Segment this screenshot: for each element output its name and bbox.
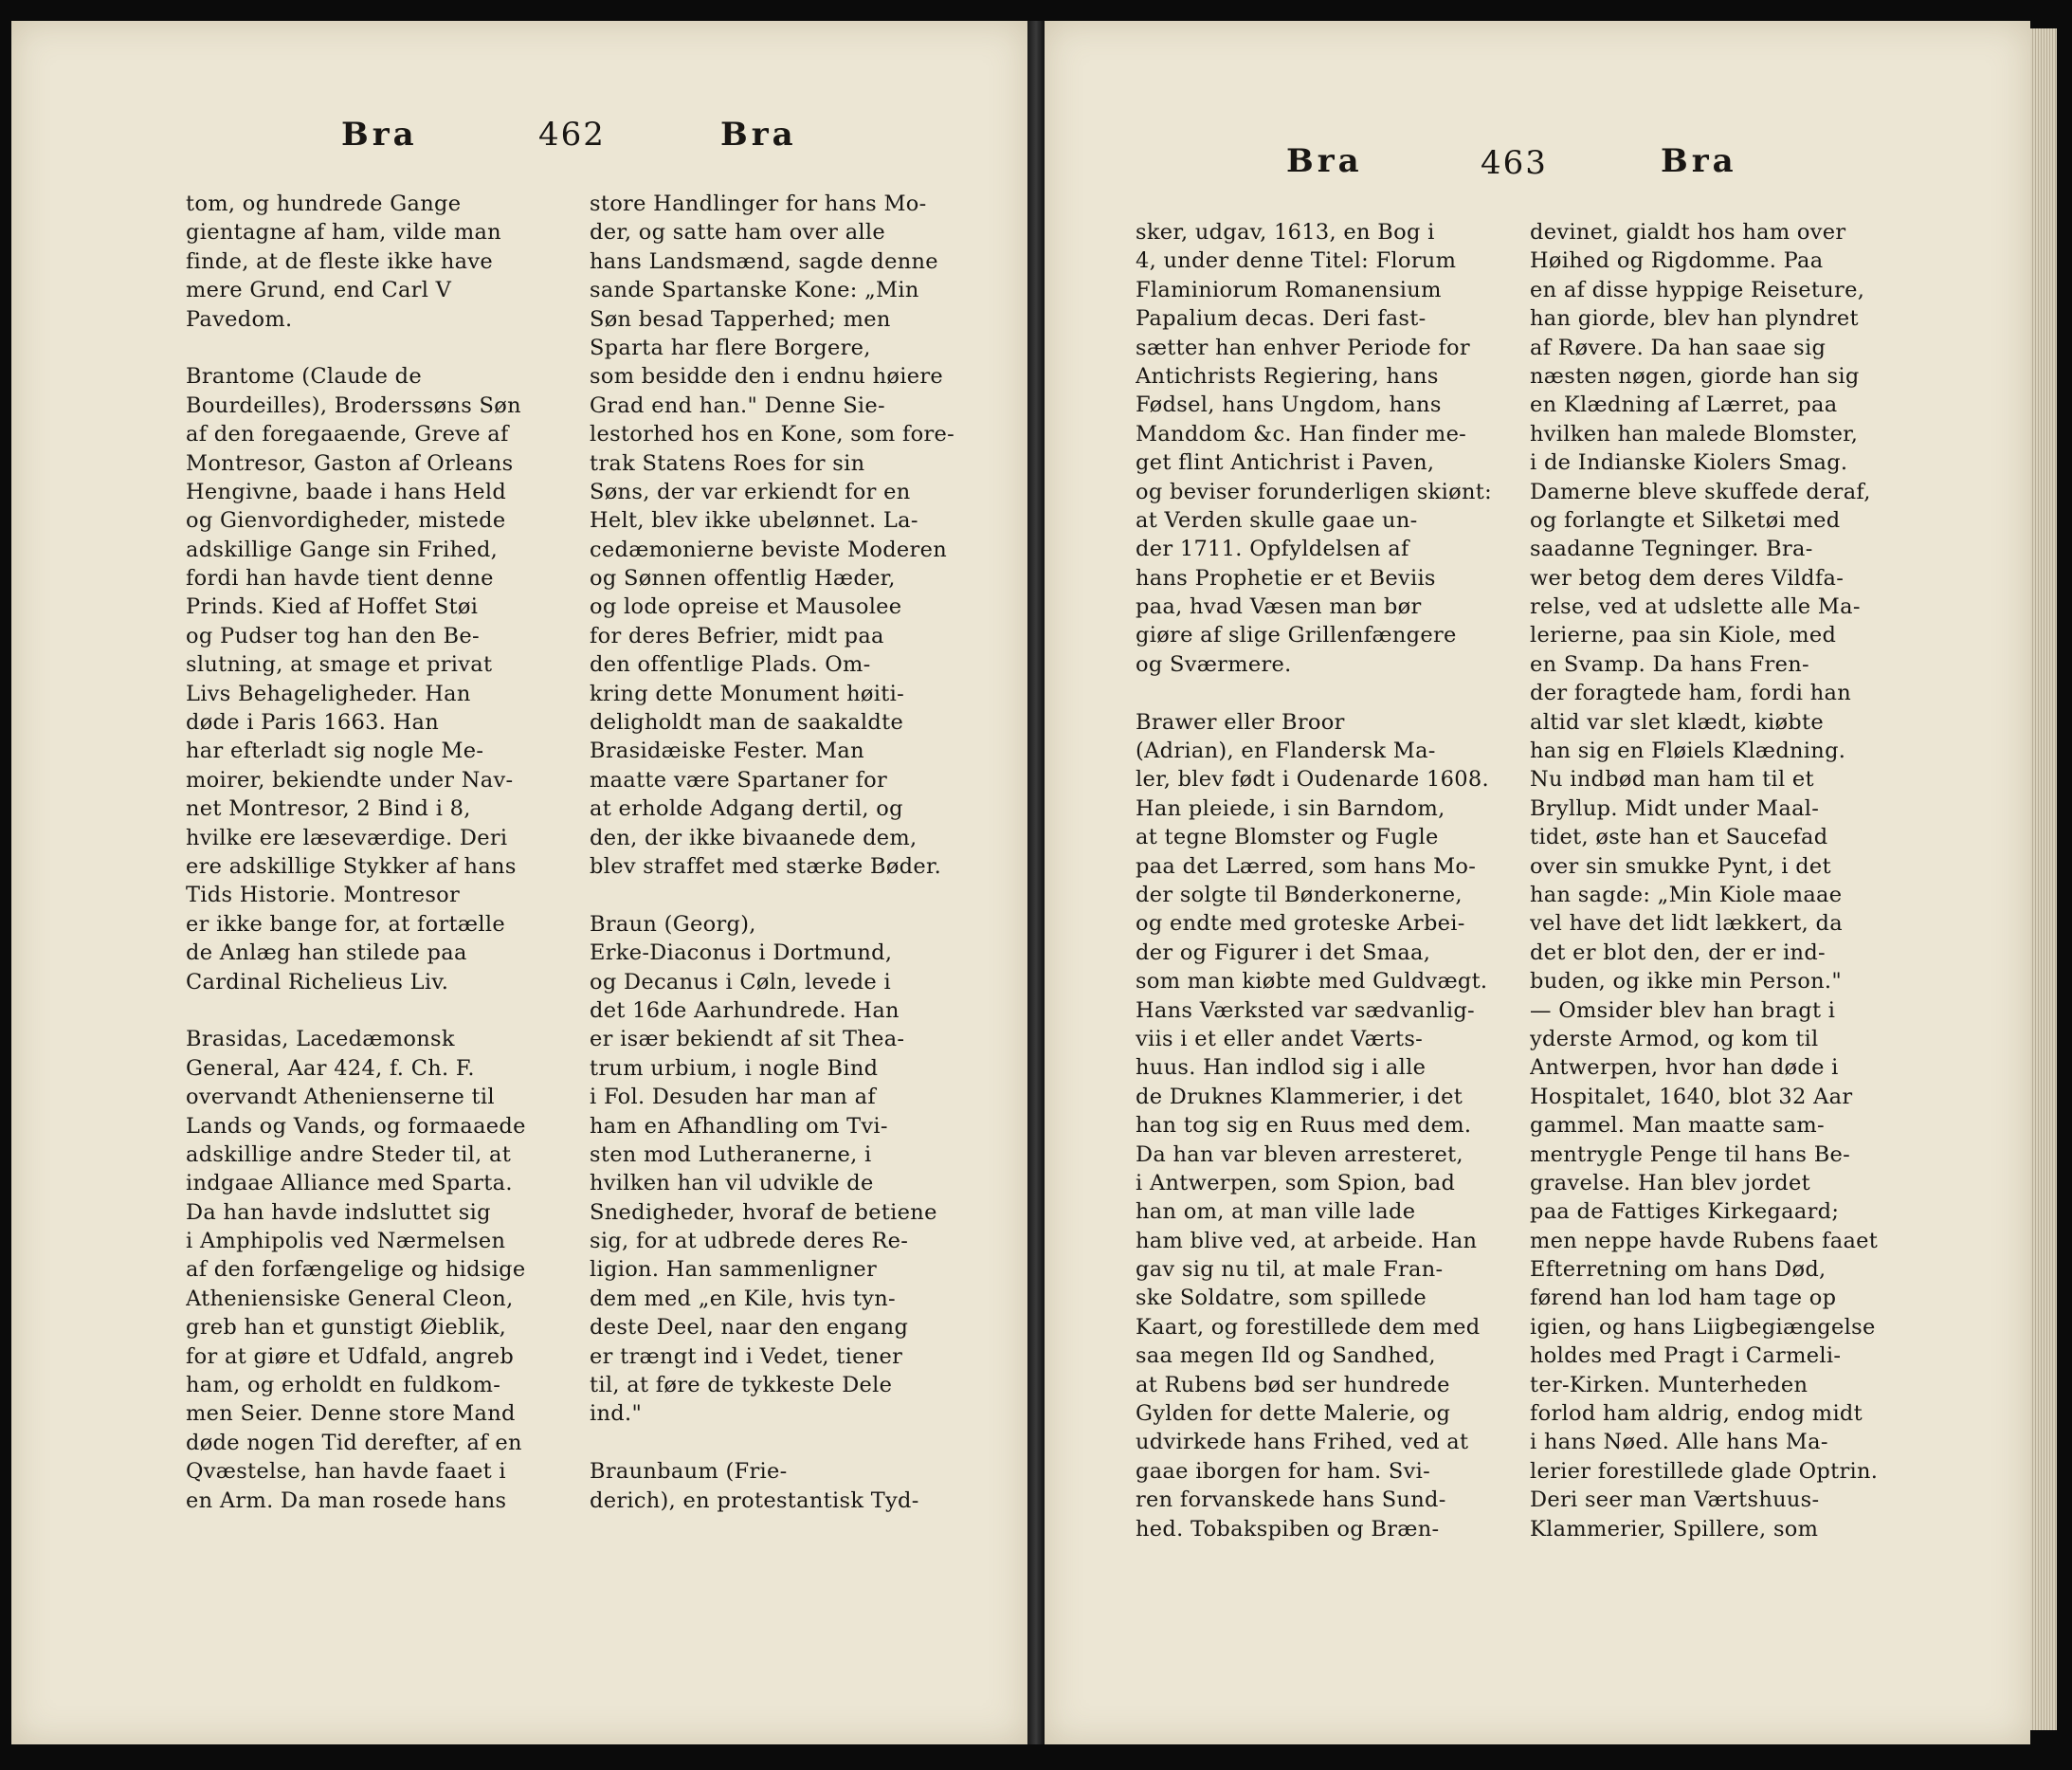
- text-line: er især bekiendt af sit Thea-: [590, 1027, 905, 1052]
- text-line: deste Deel, naar den engang: [590, 1315, 909, 1341]
- text-line: han sig en Fløiels Klædning.: [1530, 739, 1846, 764]
- text-line: Grad end han." Denne Sie-: [590, 392, 885, 418]
- text-line: Nu indbød man ham til et: [1530, 767, 1814, 793]
- text-line: han sagde: „Min Kiole maae: [1530, 882, 1843, 907]
- text-line: get flint Antichrist i Paven,: [1136, 450, 1435, 476]
- text-line: vel have det lidt lækkert, da: [1530, 911, 1843, 937]
- text-line: er trængt ind i Vedet, tiener: [590, 1343, 903, 1369]
- left-header-right-word: Bra: [720, 116, 797, 154]
- text-line: over sin smukke Pynt, i det: [1530, 853, 1831, 879]
- text-line: Kaart, og forestillede dem med: [1136, 1314, 1481, 1340]
- text-line: saa megen Ild og Sandhed,: [1136, 1343, 1436, 1369]
- right-page-number: 463: [1481, 144, 1548, 182]
- left-page-number: 462: [538, 116, 606, 154]
- text-line: — Omsider blev han bragt i: [1530, 997, 1836, 1023]
- text-line: greb han et gunstigt Øieblik,: [186, 1315, 507, 1341]
- text-line: at Rubens bød ser hundrede: [1136, 1372, 1450, 1397]
- text-line: mere Grund, end Carl V: [186, 278, 452, 303]
- text-line: sande Spartanske Kone: „Min: [590, 278, 919, 303]
- text-line: der, og satte ham over alle: [590, 220, 886, 246]
- text-line: ham, og erholdt en fuldkom-: [186, 1373, 501, 1398]
- text-line: [590, 1429, 954, 1457]
- text-line: mentrygle Penge til hans Be-: [1530, 1141, 1851, 1167]
- text-line: det er blot den, der er ind-: [1530, 940, 1826, 965]
- text-line: døde nogen Tid derefter, af en: [186, 1430, 522, 1455]
- text-line: Høihed og Rigdomme. Paa: [1530, 248, 1824, 274]
- text-line: for at giøre et Udfald, angreb: [186, 1343, 515, 1369]
- text-line: de Druknes Klammerier, i det: [1136, 1084, 1463, 1109]
- text-line: hvilken han vil udvikle de: [590, 1171, 874, 1196]
- text-line: den, der ikke bivaanede dem,: [590, 825, 918, 850]
- text-line: Erke-Diaconus i Dortmund,: [590, 940, 893, 966]
- text-line: en Arm. Da man rosede hans: [186, 1487, 507, 1513]
- text-line: paa det Lærred, som hans Mo-: [1136, 853, 1477, 879]
- text-line: Livs Behageligheder. Han: [186, 681, 471, 706]
- text-line: hed. Tobakspiben og Bræn-: [1136, 1516, 1440, 1542]
- text-line: huus. Han indlod sig i alle: [1136, 1055, 1427, 1081]
- text-line: giøre af slige Grillenfængere: [1136, 623, 1457, 648]
- text-line: hans Landsmænd, sagde denne: [590, 248, 938, 274]
- text-line: gammel. Man maatte sam-: [1530, 1113, 1825, 1139]
- text-line: af den foregaaende, Greve af: [186, 422, 509, 447]
- text-line: Bryllup. Midt under Maal-: [1530, 795, 1820, 821]
- text-line: gientagne af ham, vilde man: [186, 220, 501, 246]
- text-line: deligholdt man de saakaldte: [590, 710, 904, 736]
- text-line: sig, for at udbrede deres Re-: [590, 1229, 909, 1254]
- text-line: Klammerier, Spillere, som: [1530, 1516, 1819, 1542]
- text-line: Søns, der var erkiendt for en: [590, 479, 911, 504]
- text-line: Cardinal Richelieus Liv.: [186, 969, 449, 994]
- text-line: der foragtede ham, fordi han: [1530, 681, 1852, 706]
- text-line: sætter han enhver Periode for: [1136, 335, 1470, 360]
- text-line: store Handlinger for hans Mo-: [590, 192, 927, 216]
- text-line: lerier forestillede glade Optrin.: [1530, 1458, 1879, 1484]
- text-line: Fødsel, hans Ungdom, hans: [1136, 392, 1442, 418]
- text-line: har efterladt sig nogle Me-: [186, 739, 484, 764]
- text-line: og beviser forunderligen skiønt:: [1136, 479, 1492, 504]
- text-line: og endte med groteske Arbei-: [1136, 911, 1465, 937]
- text-line: og lode opreise et Mausolee: [590, 594, 902, 620]
- text-line: af den forfængelige og hidsige: [186, 1257, 526, 1283]
- text-line: og forlangte et Silketøi med: [1530, 507, 1841, 533]
- text-line: at erholde Adgang dertil, og: [590, 796, 903, 822]
- text-line: han giorde, blev han plyndret: [1530, 306, 1859, 332]
- text-line: Atheniensiske General Cleon,: [186, 1286, 514, 1311]
- text-line: men neppe havde Rubens faaet: [1530, 1228, 1879, 1253]
- text-line: i hans Nøed. Alle hans Ma-: [1530, 1430, 1828, 1455]
- text-line: finde, at de fleste ikke have: [186, 248, 493, 274]
- text-line: Manddom &c. Han finder me-: [1136, 421, 1467, 447]
- text-line: Qvæstelse, han havde faaet i: [186, 1459, 506, 1485]
- text-line: ske Soldatre, som spillede: [1136, 1286, 1427, 1311]
- text-line: næsten nøgen, giorde han sig: [1530, 363, 1860, 389]
- text-line: og Gienvordigheder, mistede: [186, 508, 506, 534]
- text-line: en af disse hyppige Reiseture,: [1530, 277, 1865, 302]
- text-line: Damerne bleve skuffede deraf,: [1530, 479, 1871, 504]
- text-line: blev straffet med stærke Bøder.: [590, 853, 942, 879]
- text-line: tidet, øste han et Saucefad: [1530, 825, 1828, 850]
- text-line: førend han lod ham tage op: [1530, 1286, 1837, 1311]
- text-line: det 16de Aarhundrede. Han: [590, 997, 900, 1023]
- text-line: og Decanus i Cøln, levede i: [590, 969, 891, 994]
- text-line: udvirkede hans Frihed, ved at: [1136, 1430, 1469, 1455]
- text-line: ler, blev født i Oudenarde 1608.: [1136, 767, 1489, 793]
- left-page-column-2: [590, 190, 954, 1515]
- text-line: en Klædning af Lærret, paa: [1530, 392, 1838, 418]
- text-line: sten mod Lutheranerne, i: [590, 1141, 872, 1167]
- text-line: Snedigheder, hvoraf de betiene: [590, 1199, 937, 1225]
- text-line: Papalium decas. Deri fast-: [1136, 306, 1427, 332]
- text-line: ind.": [590, 1401, 643, 1427]
- text-line: [1136, 679, 1492, 707]
- text-line: Montresor, Gaston af Orleans: [186, 450, 514, 476]
- text-line: Deri seer man Værtshuus-: [1530, 1487, 1820, 1513]
- text-line: cedæmonierne beviste Moderen: [590, 537, 948, 562]
- text-line: dem med „en Kile, hvis tyn-: [590, 1286, 896, 1311]
- text-line: adskillige Gange sin Frihed,: [186, 537, 499, 562]
- text-line: i de Indianske Kiolers Smag.: [1530, 450, 1848, 476]
- text-line: Søn besad Tapperhed; men: [590, 306, 891, 332]
- right-page-column-2: [1530, 218, 1878, 1543]
- text-line: [186, 996, 526, 1025]
- book-gutter: [1027, 21, 1045, 1744]
- text-line: indgaae Alliance med Sparta.: [186, 1171, 513, 1196]
- text-line: Sparta har flere Borgere,: [590, 335, 871, 360]
- text-line: altid var slet klædt, kiøbte: [1530, 709, 1824, 735]
- text-line: buden, og ikke min Person.": [1530, 969, 1842, 994]
- text-line: der 1711. Opfyldelsen af: [1136, 537, 1409, 562]
- text-line: der og Figurer i det Smaa,: [1136, 940, 1431, 965]
- text-line: til, at føre de tykkeste Dele: [590, 1373, 893, 1398]
- text-line: Braun (Georg),: [590, 911, 756, 937]
- text-line: kring dette Monument høiti-: [590, 681, 904, 706]
- text-line: Han pleiede, i sin Barndom,: [1136, 795, 1445, 821]
- right-page-column-1: [1136, 218, 1492, 1543]
- text-line: Da han var bleven arresteret,: [1136, 1141, 1463, 1167]
- text-line: General, Aar 424, f. Ch. F.: [186, 1055, 475, 1081]
- text-line: Helt, blev ikke ubelønnet. La-: [590, 508, 918, 534]
- page-edges: [2030, 28, 2057, 1730]
- text-line: saadanne Tegninger. Bra-: [1530, 537, 1813, 562]
- text-line: adskillige andre Steder til, at: [186, 1141, 512, 1167]
- text-line: Antichrists Regiering, hans: [1136, 363, 1439, 389]
- text-line: tom, og hundrede Gange: [186, 192, 462, 216]
- text-line: forlod ham aldrig, endog midt: [1530, 1401, 1863, 1427]
- text-line: Gylden for dette Malerie, og: [1136, 1401, 1451, 1427]
- text-line: ter-Kirken. Munterheden: [1530, 1372, 1808, 1397]
- text-line: de Anlæg han stilede paa: [186, 940, 467, 966]
- text-line: viis i et eller andet Værts-: [1136, 1026, 1424, 1051]
- text-line: gaae iborgen for ham. Svi-: [1136, 1458, 1431, 1484]
- text-line: som besidde den i endnu høiere: [590, 364, 943, 390]
- text-line: lestorhed hos en Kone, som fore-: [590, 422, 955, 447]
- right-header-right-word: Bra: [1661, 142, 1737, 180]
- text-line: holdes med Pragt i Carmeli-: [1530, 1343, 1842, 1369]
- text-line: der solgte til Bønderkonerne,: [1136, 882, 1463, 907]
- text-line: Brasidas, Lacedæmonsk: [186, 1027, 455, 1052]
- text-line: og Pudser tog han den Be-: [186, 623, 480, 648]
- text-line: moirer, bekiendte under Nav-: [186, 767, 514, 793]
- text-line: Hengivne, baade i hans Held: [186, 479, 507, 504]
- text-line: men Seier. Denne store Mand: [186, 1401, 516, 1427]
- text-line: Bourdeilles), Broderssøns Søn: [186, 392, 521, 418]
- text-line: og Sønnen offentlig Hæder,: [590, 566, 896, 592]
- text-line: han tog sig en Ruus med dem.: [1136, 1113, 1472, 1139]
- text-line: derich), en protestantisk Tyd-: [590, 1487, 919, 1513]
- text-line: lerierne, paa sin Kiole, med: [1530, 623, 1837, 648]
- text-line: wer betog dem deres Vildfa-: [1530, 565, 1845, 591]
- text-line: fordi han havde tient denne: [186, 566, 494, 592]
- text-line: trak Statens Roes for sin: [590, 450, 865, 476]
- text-line: relse, ved at udslette alle Ma-: [1530, 594, 1861, 620]
- text-line: yderste Armod, og kom til: [1530, 1026, 1819, 1051]
- text-line: Brantome (Claude de: [186, 364, 422, 390]
- text-line: maatte være Spartaner for: [590, 767, 888, 793]
- text-line: trum urbium, i nogle Bind: [590, 1055, 879, 1081]
- text-line: og Sværmere.: [1136, 651, 1292, 677]
- text-line: ham blive ved, at arbeide. Han: [1136, 1228, 1478, 1253]
- left-page-column-1: [186, 190, 526, 1515]
- text-line: (Adrian), en Flandersk Ma-: [1136, 739, 1436, 764]
- text-line: devinet, gialdt hos ham over: [1530, 220, 1846, 245]
- text-line: af Røvere. Da han saae sig: [1530, 335, 1827, 360]
- text-line: 4, under denne Titel: Florum: [1136, 248, 1457, 274]
- text-line: Efterretning om hans Død,: [1530, 1257, 1827, 1283]
- text-line: ere adskillige Stykker af hans: [186, 853, 517, 879]
- text-line: ham en Afhandling om Tvi-: [590, 1113, 888, 1139]
- text-line: at Verden skulle gaae un-: [1136, 507, 1418, 533]
- text-line: Pavedom.: [186, 306, 293, 332]
- text-line: hvilken han malede Blomster,: [1530, 421, 1859, 447]
- text-line: er ikke bange for, at fortælle: [186, 911, 505, 937]
- text-line: net Montresor, 2 Bind i 8,: [186, 796, 471, 822]
- text-line: Antwerpen, hvor han døde i: [1530, 1055, 1839, 1081]
- text-line: sker, udgav, 1613, en Bog i: [1136, 220, 1435, 245]
- text-line: Flaminiorum Romanensium: [1136, 277, 1442, 302]
- text-line: Brasidæiske Fester. Man: [590, 739, 864, 764]
- text-line: en Svamp. Da hans Fren-: [1530, 651, 1809, 677]
- text-line: Brawer eller Broor: [1136, 709, 1345, 735]
- left-header-left-word: Bra: [341, 116, 418, 154]
- text-line: i Amphipolis ved Nærmelsen: [186, 1229, 506, 1254]
- text-line: i Antwerpen, som Spion, bad: [1136, 1170, 1456, 1195]
- text-line: [186, 334, 526, 362]
- text-line: paa de Fattiges Kirkegaard;: [1530, 1199, 1840, 1225]
- text-line: [590, 881, 954, 909]
- text-line: igien, og hans Liigbegiængelse: [1530, 1314, 1876, 1340]
- text-line: han om, at man ville lade: [1136, 1199, 1416, 1225]
- text-line: Hans Værksted var sædvanlig-: [1136, 997, 1475, 1023]
- text-line: i Fol. Desuden har man af: [590, 1085, 876, 1110]
- text-line: hans Prophetie er et Beviis: [1136, 565, 1436, 591]
- text-line: for deres Befrier, midt paa: [590, 623, 884, 648]
- text-line: slutning, at smage et privat: [186, 652, 493, 678]
- text-line: gravelse. Han blev jordet: [1530, 1170, 1810, 1195]
- text-line: hvilke ere læseværdige. Deri: [186, 825, 508, 850]
- text-line: overvandt Athenienserne til: [186, 1085, 495, 1110]
- text-line: paa, hvad Væsen man bør: [1136, 594, 1422, 620]
- text-line: den offentlige Plads. Om-: [590, 652, 871, 678]
- text-line: Prinds. Kied af Hoffet Støi: [186, 594, 479, 620]
- text-line: at tegne Blomster og Fugle: [1136, 825, 1439, 850]
- text-line: Da han havde indsluttet sig: [186, 1199, 491, 1225]
- right-header-left-word: Bra: [1286, 142, 1363, 180]
- text-line: Hospitalet, 1640, blot 32 Aar: [1530, 1084, 1853, 1109]
- text-line: gav sig nu til, at male Fran-: [1136, 1257, 1444, 1283]
- text-line: Tids Historie. Montresor: [186, 883, 461, 908]
- text-line: ligion. Han sammenligner: [590, 1257, 878, 1283]
- text-line: som man kiøbte med Guldvægt.: [1136, 969, 1488, 994]
- text-line: Lands og Vands, og formaaede: [186, 1113, 526, 1139]
- text-line: ren forvanskede hans Sund-: [1136, 1487, 1446, 1513]
- text-line: døde i Paris 1663. Han: [186, 710, 440, 736]
- text-line: Braunbaum (Frie-: [590, 1459, 788, 1485]
